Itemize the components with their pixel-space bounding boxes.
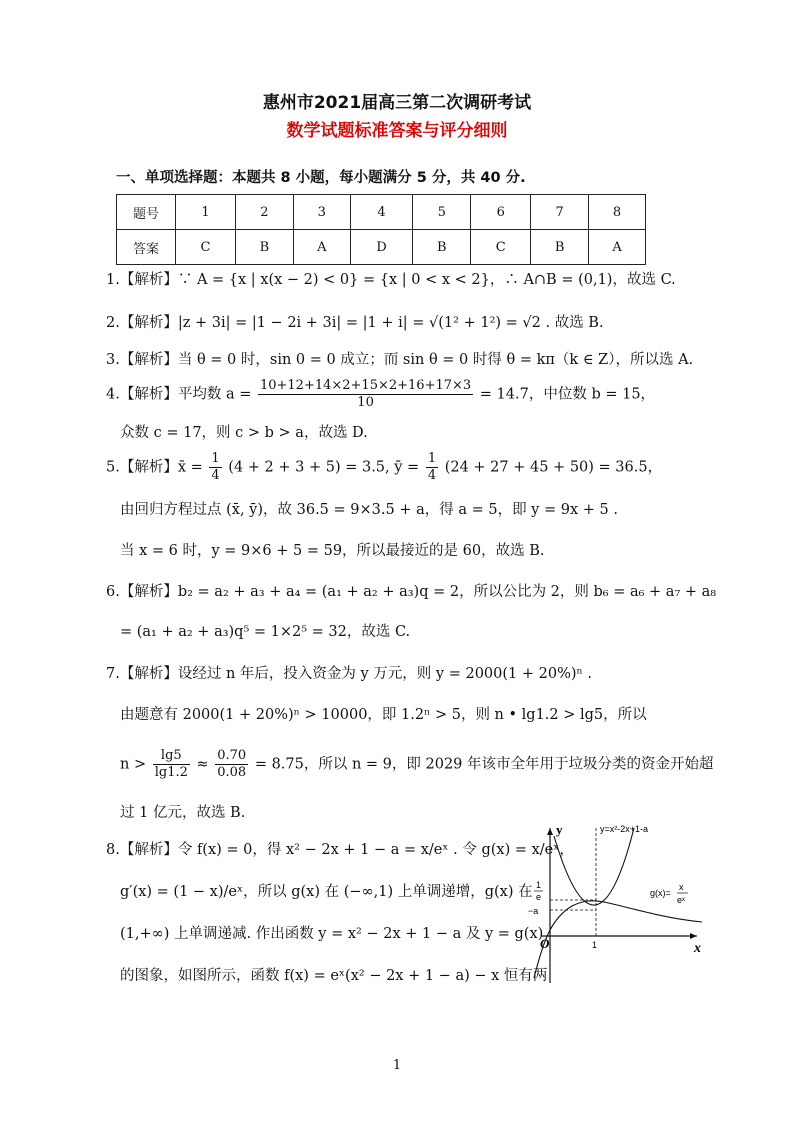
solution-q5 <box>106 451 662 484</box>
g-label: g(x)= <box>650 888 671 898</box>
g-label-denominator: eˣ <box>677 895 685 905</box>
section-heading: 一、单项选择题：本题共 8 小题，每小题满分 5 分，共 40 分. <box>116 170 526 186</box>
question-number-cell: 4 <box>350 195 413 230</box>
solution-q6: 6.【解析】b₂ = a₂ + a₃ + a₄ = (a₁ + a₂ + a₃)q = 2，所以公比为 2，则 b₆ = a₆ + a₇ + a₈ <box>106 584 717 600</box>
q4-denominator: 10 <box>357 395 374 410</box>
question-number-cell: 3 <box>293 195 350 230</box>
solution-q5-line2: 由回归方程过点 (x̄, ȳ)，故 36.5 = 9×3.5 + a，得 a = 5，即 y = 9x + 5 . <box>120 502 618 518</box>
solution-q8-line4: 的图象，如图所示，函数 f(x) = eˣ(x² − 2x + 1 − a) − x 恒有两 <box>120 968 548 984</box>
table-row <box>117 230 646 265</box>
solution-q7-line4: 过 1 亿元，故选 B. <box>120 805 246 821</box>
question-number-cell: 1 <box>176 195 236 230</box>
x-axis-arrow <box>690 933 697 939</box>
solution-q6-line2: = (a₁ + a₂ + a₃)q⁵ = 1×2⁵ = 32，故选 C. <box>120 624 411 640</box>
parabola-curve <box>554 828 634 905</box>
solution-q8-line3: (1,+∞) 上单调递减. 作出函数 y = x² − 2x + 1 − a 及 y = g(x) <box>120 926 544 942</box>
question-number-cell: 5 <box>413 195 471 230</box>
solution-q1: 1.【解析】∵ A = {x | x(x − 2) < 0} = {x | 0 < x < 2}，∴ A∩B = (0,1)，故选 C. <box>106 272 676 288</box>
q5-prefix: 5.【解析】x̄ = <box>106 459 203 476</box>
q5-fraction-1 <box>209 451 221 484</box>
q5-f1-numerator: 1 <box>211 451 220 466</box>
q7-prefix: n > <box>120 756 147 773</box>
answer-cell: D <box>350 230 413 265</box>
q7-fraction-1 <box>153 748 190 781</box>
solution-q7-line2: 由题意有 2000(1 + 20%)ⁿ > 10000，即 1.2ⁿ > 5，则 n • lg1.2 > lg5，所以 <box>120 707 647 723</box>
solution-q8: 8.【解析】令 f(x) = 0，得 x² − 2x + 1 − a = x/eˣ . 令 g(x) = x/eˣ， <box>106 842 574 858</box>
solution-q7: 7.【解析】设经过 n 年后，投入资金为 y 万元，则 y = 2000(1 + 20%)ⁿ . <box>106 666 592 682</box>
table-header-cell: 题号 <box>117 195 176 230</box>
answer-cell: A <box>589 230 646 265</box>
q7-f1-numerator: lg5 <box>153 748 190 765</box>
question-number-cell: 6 <box>471 195 531 230</box>
solution-q5-line3: 当 x = 6 时，y = 9×6 + 5 = 59，所以最接近的是 60，故选 B. <box>120 543 545 559</box>
y-axis-arrow <box>547 828 553 835</box>
table-row <box>117 195 646 230</box>
tick-1-over-e-numerator: 1 <box>536 880 542 890</box>
question-number-cell: 2 <box>235 195 293 230</box>
q4-fraction <box>258 378 473 411</box>
origin-label: O <box>540 936 550 951</box>
question-number-cell: 7 <box>531 195 589 230</box>
q4-prefix: 4.【解析】平均数 a = <box>106 386 252 403</box>
answer-cell: B <box>413 230 471 265</box>
tick-neg-a-label: −a <box>528 906 539 916</box>
q5-suffix: (24 + 27 + 45 + 50) = 36.5， <box>444 459 663 476</box>
answer-cell: B <box>235 230 293 265</box>
page-number: 1 <box>392 1058 402 1073</box>
q7-f2-denominator: 0.08 <box>217 765 247 780</box>
answer-cell: A <box>293 230 350 265</box>
g-curve <box>534 901 702 978</box>
document-subtitle: 数学试题标准答案与评分细则 <box>286 121 508 141</box>
solution-q3: 3.【解析】当 θ = 0 时，sin 0 = 0 成立；而 sin θ = 0 时得 θ = kπ（k ∈ Z），所以选 A. <box>106 352 694 368</box>
q7-approx: ≈ <box>196 756 209 773</box>
q5-f2-denominator: 4 <box>427 468 437 483</box>
q4-suffix: = 14.7，中位数 b = 15， <box>479 386 656 403</box>
q5-f2-numerator: 1 <box>427 451 437 466</box>
answer-cell: C <box>176 230 236 265</box>
document-title: 惠州市2021届高三第二次调研考试 <box>262 93 532 113</box>
solution-q7-line3 <box>120 748 714 781</box>
tick-x1-label: 1 <box>592 940 598 950</box>
question-number-cell: 8 <box>589 195 646 230</box>
q7-f1-denominator: lg1.2 <box>154 765 188 780</box>
y-axis-label: y <box>556 822 563 837</box>
answer-table <box>116 194 646 265</box>
tick-1-over-e-denominator: e <box>536 892 542 902</box>
solution-q4 <box>106 378 655 411</box>
q7-f2-numerator: 0.70 <box>217 748 247 763</box>
solution-q8-line2: g′(x) = (1 − x)/eˣ，所以 g(x) 在 (−∞,1) 上单调递增，g(x) 在 <box>120 884 533 900</box>
parabola-label: y=x²-2x+1-a <box>600 824 649 834</box>
q5-mid: (4 + 2 + 3 + 5) = 3.5, ȳ = <box>228 459 420 476</box>
answer-cell: B <box>531 230 589 265</box>
q5-f1-denominator: 4 <box>211 468 220 483</box>
q4-numerator: 10+12+14×2+15×2+16+17×3 <box>259 378 472 393</box>
solution-q2: 2.【解析】|z + 3i| = |1 − 2i + 3i| = |1 + i| = √(1² + 1²) = √2 . 故选 B. <box>106 315 604 331</box>
q5-fraction-2 <box>426 451 438 484</box>
answer-cell: C <box>471 230 531 265</box>
x-axis-label: x <box>694 941 701 956</box>
function-graph-figure <box>512 818 712 998</box>
q7-fraction-2 <box>215 748 248 781</box>
table-header-cell: 答案 <box>117 230 176 265</box>
solution-q4-line2: 众数 c = 17，则 c > b > a，故选 D. <box>120 425 368 441</box>
q7-suffix: = 8.75，所以 n = 9，即 2029 年该市全年用于垃圾分类的资金开始超 <box>254 756 714 773</box>
g-label-numerator: x <box>679 882 684 892</box>
